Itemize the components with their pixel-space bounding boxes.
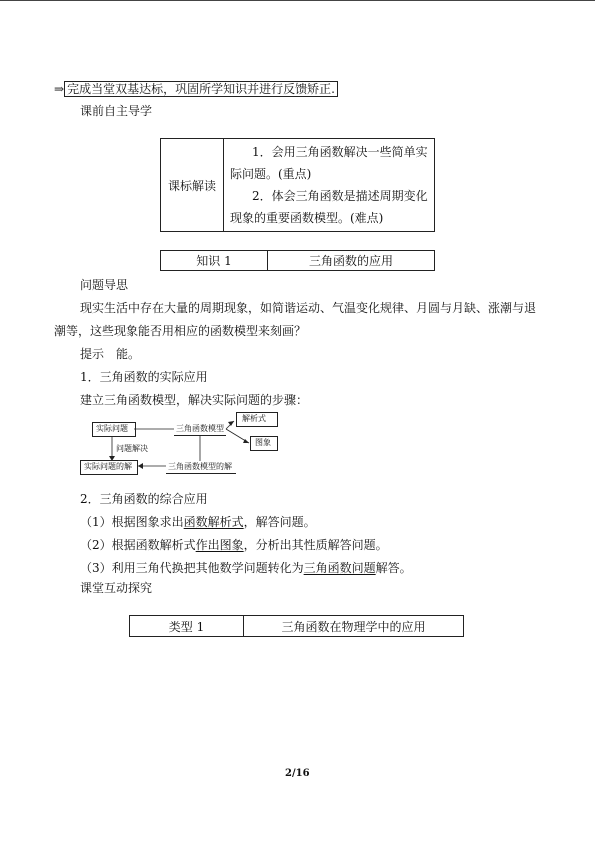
point2-item-2-post: ，分析出其性质解答问题。 (243, 538, 388, 552)
point2-item-2 (80, 537, 388, 553)
intro-boxed-text: 完成当堂双基达标，巩固所学知识并进行反馈矫正. (64, 81, 338, 97)
standard-item-1-line2: 际问题。(重点) (230, 167, 312, 181)
standard-item-2-line2: 现象的重要函数模型。(难点) (230, 211, 384, 225)
point2-item-3 (80, 560, 412, 576)
label-problem-solve: 问题解决 (116, 444, 148, 453)
section-explore: 课堂互动探究 (80, 581, 153, 595)
standard-item-2-line1: 2．体会三角函数是描述周期变化 (252, 189, 428, 203)
box-actual-problem-label: 实际问题 (96, 424, 128, 433)
point2-item-1 (80, 514, 316, 530)
point2-item-1-post: ，解答问题。 (243, 515, 316, 529)
point2-heading: 2．三角函数的综合应用 (80, 492, 208, 506)
knowledge-title: 三角函数的应用 (268, 251, 435, 271)
point2-item-3-post: 解答。 (375, 561, 412, 575)
box-model-solution-label: 三角函数模型的解 (168, 462, 232, 471)
question-guide-title: 问题导思 (80, 278, 129, 292)
point2-item-3-pre: （3）利用三角代换把其他数学问题转化为 (80, 561, 304, 575)
box-actual-solution-label: 实际问题的解 (84, 462, 132, 471)
knowledge-label: 知识 1 (161, 251, 268, 271)
point2-item-1-pre: （1）根据图象求出 (80, 515, 184, 529)
standard-item-1-line1: 1．会用三角函数解决一些简单实 (252, 145, 428, 159)
type-title: 三角函数在物理学中的应用 (244, 616, 464, 637)
implies-arrow: ⇒ (54, 82, 65, 96)
box-graph-label: 图象 (255, 438, 271, 447)
question-guide-hint: 提示 能。 (80, 347, 141, 361)
point1-heading: 1．三角函数的实际应用 (80, 370, 208, 384)
box-expression-label: 解析式 (242, 414, 266, 423)
type-table (129, 615, 464, 637)
box-trig-model-label: 三角函数模型 (176, 424, 224, 433)
standards-label: 课标解读 (161, 139, 224, 232)
point2-item-1-answer: 函数解析式 (183, 515, 244, 529)
point2-item-3-answer: 三角函数问题 (303, 561, 376, 575)
point2-item-2-pre: （2）根据函数解析式 (80, 538, 196, 552)
page-number: 2/16 (285, 768, 310, 779)
point2-item-2-answer: 作出图象 (195, 538, 244, 552)
type-label: 类型 1 (130, 616, 244, 637)
point1-intro: 建立三角函数模型，解决实际问题的步骤： (80, 393, 309, 407)
question-guide-body-line2: 潮等，这些现象能否用相应的函数模型来刻画？ (54, 324, 307, 338)
question-guide-body-line1: 现实生活中存在大量的周期现象，如简谐运动、气温变化规律、月圆与月缺、涨潮与退 (80, 301, 537, 315)
section-pre-study: 课前自主导学 (80, 104, 153, 118)
